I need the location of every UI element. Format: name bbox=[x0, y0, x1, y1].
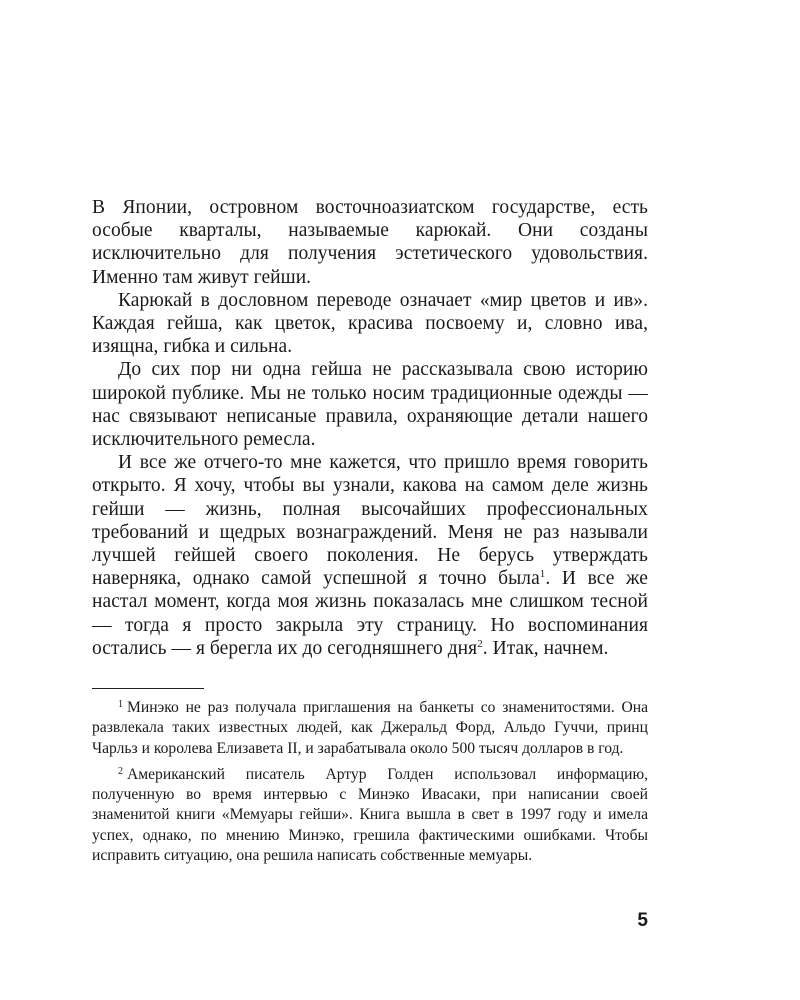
paragraph-4-part-2: . И все же настал момент, когда моя жизнь показалась мне слишком тесной — тогда я просто закрыла эту страницу. Но воспоминания остались — я берегла их до сегодняшнего дня bbox=[92, 568, 648, 659]
footnotes bbox=[92, 698, 648, 872]
paragraph-4-part-1: И все же отчего-то мне кажется, что пришло время говорить открыто. Я хочу, чтобы вы узнали, какова на самом деле жизнь гейши — жизнь, полная высочайших профессиональных требований и щедрых вознаграждений. Меня не раз называли лучшей гейшей своего поколения. Не берусь утверждать наверняка, однако самой успешной я точно была bbox=[92, 452, 648, 590]
paragraph-1: В Японии, островном восточноазиатском государстве, есть особые кварталы, называемые карюкай. Они созданы исключительно для получения эстетического удовольствия. Именно там живут гейши. bbox=[92, 197, 648, 288]
paragraph-4 bbox=[92, 451, 648, 660]
page-number: 5 bbox=[637, 910, 648, 931]
footnote-2 bbox=[92, 765, 648, 866]
footnote-1-number: 1 bbox=[118, 699, 123, 710]
paragraph-3: До сих пор ни одна гейша не рассказывала свою историю широкой публике. Мы не только носим традиционные одежды — нас связывают неписаные правила, охраняющие детали нашего исключительного ремесла. bbox=[92, 359, 648, 451]
main-text bbox=[92, 196, 648, 660]
footnote-2-number: 2 bbox=[118, 765, 123, 777]
footnote-ref-1: 1 bbox=[539, 568, 546, 581]
footnote-divider bbox=[92, 688, 204, 689]
paragraph-2: Карюкай в дословном переводе означает «мир цветов и ив». Каждая гейша, как цветок, красива посвоему и, словно ива, изящна, гибка и сильна. bbox=[92, 289, 648, 358]
footnote-1 bbox=[92, 698, 648, 759]
footnote-1-text: Минэко не раз получала приглашения на банкеты со знаменитостями. Она развлекала таких известных людей, как Джеральд Форд, Альдо Гуччи, принц Чарльз и королева Елизавета II, и зарабатывала около 500 тысяч долларов в год. bbox=[92, 699, 648, 757]
footnote-ref-2: 2 bbox=[477, 637, 483, 650]
paragraph-4-part-3: . Итак, начнем. bbox=[482, 637, 609, 659]
footnote-2-text: Американский писатель Артур Голден использовал информацию, полученную во время интервью с Минэко Ивасаки, при написании своей знаменитой книги «Мемуары гейши». Книга вышла в свет в 1997 году и имела успех, однако, по мнению Минэко, грешила фактическими ошибками. Чтобы исправить ситуацию, она решила написать собственные мемуары. bbox=[92, 765, 648, 865]
